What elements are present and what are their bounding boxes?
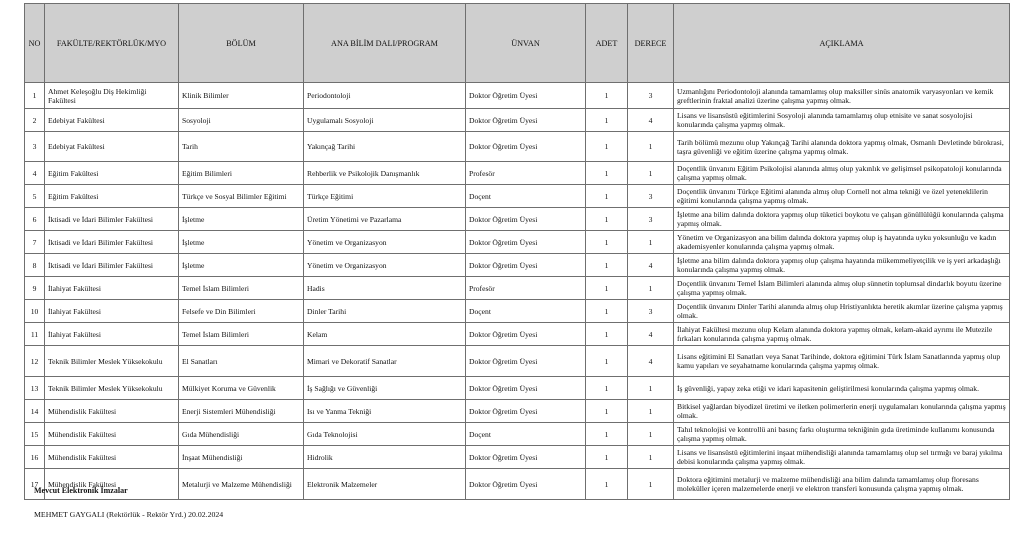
- table-row: [25, 83, 1010, 109]
- row-title: Doktor Öğretim Üyesi: [466, 323, 586, 346]
- row-faculty: Mühendislik Fakültesi: [45, 423, 179, 446]
- row-department: Klinik Bilimler: [179, 83, 304, 109]
- row-title: Profesör: [466, 162, 586, 185]
- row-degree: 1: [628, 132, 674, 162]
- row-faculty: İktisadi ve İdari Bilimler Fakültesi: [45, 231, 179, 254]
- row-degree: 1: [628, 400, 674, 423]
- row-title: Doktor Öğretim Üyesi: [466, 400, 586, 423]
- row-faculty: Eğitim Fakültesi: [45, 185, 179, 208]
- row-department: Metalurji ve Malzeme Mühendisliği: [179, 469, 304, 500]
- row-title: Doktor Öğretim Üyesi: [466, 208, 586, 231]
- row-title: Doktor Öğretim Üyesi: [466, 377, 586, 400]
- row-degree: 1: [628, 277, 674, 300]
- table-row: [25, 423, 1010, 446]
- row-title: Doçent: [466, 300, 586, 323]
- table-row: [25, 254, 1010, 277]
- row-count: 1: [586, 400, 628, 423]
- row-department: İşletme: [179, 208, 304, 231]
- row-degree: 1: [628, 377, 674, 400]
- row-title: Doktor Öğretim Üyesi: [466, 254, 586, 277]
- row-program: Hidrolik: [304, 446, 466, 469]
- row-count: 1: [586, 254, 628, 277]
- row-department: Eğitim Bilimleri: [179, 162, 304, 185]
- row-no: 2: [25, 109, 45, 132]
- row-no: 4: [25, 162, 45, 185]
- row-description: Uzmanlığını Periodontoloji alanında tamamlamış olup maksiller sinüs anatomik varyasyonları ve kemik greftlerinin fraktal analizi üzerine çalışma yapmış olmak.: [674, 83, 1010, 109]
- row-degree: 4: [628, 323, 674, 346]
- row-program: Isı ve Yanma Tekniği: [304, 400, 466, 423]
- row-title: Doktor Öğretim Üyesi: [466, 469, 586, 500]
- row-count: 1: [586, 277, 628, 300]
- row-count: 1: [586, 83, 628, 109]
- row-department: El Sanatları: [179, 346, 304, 377]
- row-description: İşletme ana bilim dalında doktora yapmış olup tüketici boykotu ve çalışan gönüllülüğü konularında çalışma yapmış olmak.: [674, 208, 1010, 231]
- row-description: Tahıl teknolojisi ve kontrollü ani basınç farkı oluşturma tekniğinin gıda üretiminde kullanımı konusunda çalışma yapmış olmak.: [674, 423, 1010, 446]
- signature-line: MEHMET GAYGALI (Rektörlük - Rektör Yrd.) 20.02.2024: [34, 510, 224, 519]
- row-degree: 4: [628, 346, 674, 377]
- row-count: 1: [586, 132, 628, 162]
- row-title: Doktor Öğretim Üyesi: [466, 346, 586, 377]
- row-department: Temel İslam Bilimleri: [179, 323, 304, 346]
- row-degree: 1: [628, 469, 674, 500]
- header-description: AÇIKLAMA: [674, 4, 1010, 83]
- row-degree: 4: [628, 254, 674, 277]
- row-description: İşletme ana bilim dalında doktora yapmış olup çalışma hayatında mükemmeliyetçilik ve iş yeri arkadaşlığı konularında çalışma yapmış olmak.: [674, 254, 1010, 277]
- row-department: Gıda Mühendisliği: [179, 423, 304, 446]
- row-program: Yönetim ve Organizasyon: [304, 254, 466, 277]
- row-faculty: Edebiyat Fakültesi: [45, 109, 179, 132]
- row-faculty: Eğitim Fakültesi: [45, 162, 179, 185]
- header-count: ADET: [586, 4, 628, 83]
- row-count: 1: [586, 109, 628, 132]
- row-no: 10: [25, 300, 45, 323]
- table-row: [25, 109, 1010, 132]
- row-degree: 1: [628, 446, 674, 469]
- row-description: Doktora eğitimini metalurji ve malzeme mühendisliği ana bilim dalında tamamlamış olup floresans moleküller içeren malzemelerde enerji ve elektron transferi konusunda çalışma yapmış olmak.: [674, 469, 1010, 500]
- row-faculty: Mühendislik Fakültesi: [45, 446, 179, 469]
- header-faculty: FAKÜLTE/REKTÖRLÜK/MYO: [45, 4, 179, 83]
- row-program: Rehberlik ve Psikolojik Danışmanlık: [304, 162, 466, 185]
- row-no: 13: [25, 377, 45, 400]
- row-no: 5: [25, 185, 45, 208]
- row-department: Mülkiyet Koruma ve Güvenlik: [179, 377, 304, 400]
- row-faculty: İktisadi ve İdari Bilimler Fakültesi: [45, 254, 179, 277]
- row-faculty: İlahiyat Fakültesi: [45, 300, 179, 323]
- row-department: Enerji Sistemleri Mühendisliği: [179, 400, 304, 423]
- table-row: [25, 346, 1010, 377]
- row-count: 1: [586, 300, 628, 323]
- row-title: Doktor Öğretim Üyesi: [466, 231, 586, 254]
- signature-heading: Mevcut Elektronik İmzalar: [34, 486, 128, 495]
- row-department: İşletme: [179, 254, 304, 277]
- row-faculty: İlahiyat Fakültesi: [45, 323, 179, 346]
- row-faculty: İktisadi ve İdari Bilimler Fakültesi: [45, 208, 179, 231]
- row-no: 12: [25, 346, 45, 377]
- row-title: Doktor Öğretim Üyesi: [466, 132, 586, 162]
- table-row: [25, 400, 1010, 423]
- row-program: Üretim Yönetimi ve Pazarlama: [304, 208, 466, 231]
- row-description: Doçentlik ünvanını Türkçe Eğitimi alanında almış olup Cornell not alma tekniği ve özel yeteneklilerin eğitimi konularında çalışma yapmış olmak.: [674, 185, 1010, 208]
- row-title: Doktor Öğretim Üyesi: [466, 446, 586, 469]
- row-description: Doçentlik ünvanını Dinler Tarihi alanında almış olup Hristiyanlıkta heretik akımlar üzerine çalışma yapmış olmak.: [674, 300, 1010, 323]
- row-degree: 3: [628, 208, 674, 231]
- row-department: İnşaat Mühendisliği: [179, 446, 304, 469]
- row-no: 6: [25, 208, 45, 231]
- header-program: ANA BİLİM DALI/PROGRAM: [304, 4, 466, 83]
- row-no: 14: [25, 400, 45, 423]
- row-count: 1: [586, 185, 628, 208]
- row-description: İş güvenliği, yapay zeka etiği ve idari kapasitenin geliştirilmesi konularında çalışma yapmış olmak.: [674, 377, 1010, 400]
- table-row: [25, 132, 1010, 162]
- table-row: [25, 300, 1010, 323]
- table-row: [25, 277, 1010, 300]
- header-department: BÖLÜM: [179, 4, 304, 83]
- row-department: Sosyoloji: [179, 109, 304, 132]
- row-description: Doçentlik ünvanını Eğitim Psikolojisi alanında almış olup yakınlık ve gelişimsel psikopatoloji konularında çalışma yapmış olmak.: [674, 162, 1010, 185]
- row-faculty: Ahmet Keleşoğlu Diş Hekimliği Fakültesi: [45, 83, 179, 109]
- row-description: Lisans ve lisansüstü eğitimlerini Sosyoloji alanında tamamlamış olup etnisite ve sanat sosyolojisi konularında çalışma yapmış olmak.: [674, 109, 1010, 132]
- row-degree: 1: [628, 423, 674, 446]
- row-no: 16: [25, 446, 45, 469]
- row-count: 1: [586, 162, 628, 185]
- row-count: 1: [586, 208, 628, 231]
- row-program: Periodontoloji: [304, 83, 466, 109]
- row-department: İşletme: [179, 231, 304, 254]
- row-program: İş Sağlığı ve Güvenliği: [304, 377, 466, 400]
- row-title: Doçent: [466, 185, 586, 208]
- row-description: İlahiyat Fakültesi mezunu olup Kelam alanında doktora yapmış olmak, kelam-akaid ayrımı ile Mutezile fırkaları konularında çalışma yapmış olmak.: [674, 323, 1010, 346]
- table-row: [25, 231, 1010, 254]
- row-description: Yönetim ve Organizasyon ana bilim dalında doktora yapmış olup iş hayatında uyku yoksunluğu ve kadın akademisyenler konularında çalışma yapmış olmak.: [674, 231, 1010, 254]
- row-faculty: İlahiyat Fakültesi: [45, 277, 179, 300]
- row-faculty: Mühendislik Fakültesi: [45, 469, 179, 500]
- row-title: Profesör: [466, 277, 586, 300]
- row-faculty: Edebiyat Fakültesi: [45, 132, 179, 162]
- row-program: Yakınçağ Tarihi: [304, 132, 466, 162]
- header-title: ÜNVAN: [466, 4, 586, 83]
- row-no: 11: [25, 323, 45, 346]
- row-program: Türkçe Eğitimi: [304, 185, 466, 208]
- row-title: Doktor Öğretim Üyesi: [466, 83, 586, 109]
- row-description: Bitkisel yağlardan biyodizel üretimi ve iletken polimerlerin enerji uygulamaları konularında çalışma yapmış olmak.: [674, 400, 1010, 423]
- row-degree: 1: [628, 162, 674, 185]
- row-program: Mimari ve Dekoratif Sanatlar: [304, 346, 466, 377]
- row-count: 1: [586, 323, 628, 346]
- row-title: Doçent: [466, 423, 586, 446]
- row-department: Temel İslam Bilimleri: [179, 277, 304, 300]
- row-program: Uygulamalı Sosyoloji: [304, 109, 466, 132]
- row-department: Türkçe ve Sosyal Bilimler Eğitimi: [179, 185, 304, 208]
- table-row: [25, 162, 1010, 185]
- row-count: 1: [586, 423, 628, 446]
- table-row: [25, 323, 1010, 346]
- row-program: Elektronik Malzemeler: [304, 469, 466, 500]
- table-row: [25, 185, 1010, 208]
- staff-announcement-table: [24, 3, 1009, 500]
- table-row: [25, 208, 1010, 231]
- header-no: NO: [25, 4, 45, 83]
- row-description: Tarih bölümü mezunu olup Yakınçağ Tarihi alanında doktora yapmış olmak, Osmanlı Devletinde bürokrasi, taşra güvenliği ve eğitim üzerine çalışma yapmış olmak.: [674, 132, 1010, 162]
- row-program: Hadis: [304, 277, 466, 300]
- table-body: [25, 83, 1010, 500]
- row-degree: 1: [628, 231, 674, 254]
- row-faculty: Teknik Bilimler Meslek Yüksekokulu: [45, 377, 179, 400]
- positions-table: [24, 3, 1010, 500]
- header-degree: DERECE: [628, 4, 674, 83]
- table-row: [25, 377, 1010, 400]
- row-no: 7: [25, 231, 45, 254]
- row-degree: 4: [628, 109, 674, 132]
- row-faculty: Teknik Bilimler Meslek Yüksekokulu: [45, 346, 179, 377]
- row-no: 15: [25, 423, 45, 446]
- row-degree: 3: [628, 83, 674, 109]
- row-degree: 3: [628, 185, 674, 208]
- row-program: Yönetim ve Organizasyon: [304, 231, 466, 254]
- row-description: Lisans ve lisansüstü eğitimlerini inşaat mühendisliği alanında tamamlamış olup sel tırmığı ve baraj yıkılma debisi konularında çalışma yapmış olmak.: [674, 446, 1010, 469]
- row-count: 1: [586, 231, 628, 254]
- row-degree: 3: [628, 300, 674, 323]
- row-faculty: Mühendislik Fakültesi: [45, 400, 179, 423]
- row-title: Doktor Öğretim Üyesi: [466, 109, 586, 132]
- row-program: Gıda Teknolojisi: [304, 423, 466, 446]
- row-no: 1: [25, 83, 45, 109]
- row-no: 17: [25, 469, 45, 500]
- table-row: [25, 469, 1010, 500]
- row-count: 1: [586, 346, 628, 377]
- row-department: Tarih: [179, 132, 304, 162]
- row-count: 1: [586, 469, 628, 500]
- row-description: Doçentlik ünvanını Temel İslam Bilimleri alanında almış olup sünnetin toplumsal dindarlık boyutu üzerine çalışma yapmış olmak.: [674, 277, 1010, 300]
- row-no: 9: [25, 277, 45, 300]
- row-program: Kelam: [304, 323, 466, 346]
- row-count: 1: [586, 377, 628, 400]
- table-row: [25, 446, 1010, 469]
- row-no: 3: [25, 132, 45, 162]
- row-program: Dinler Tarihi: [304, 300, 466, 323]
- row-no: 8: [25, 254, 45, 277]
- table-header-row: [25, 4, 1010, 83]
- row-description: Lisans eğitimini El Sanatları veya Sanat Tarihinde, doktora eğitimini Türk İslam Sanatlarında yapmış olup kamu yapıları ve seyahatname konularında çalışma yapmış olmak.: [674, 346, 1010, 377]
- row-count: 1: [586, 446, 628, 469]
- row-department: Felsefe ve Din Bilimleri: [179, 300, 304, 323]
